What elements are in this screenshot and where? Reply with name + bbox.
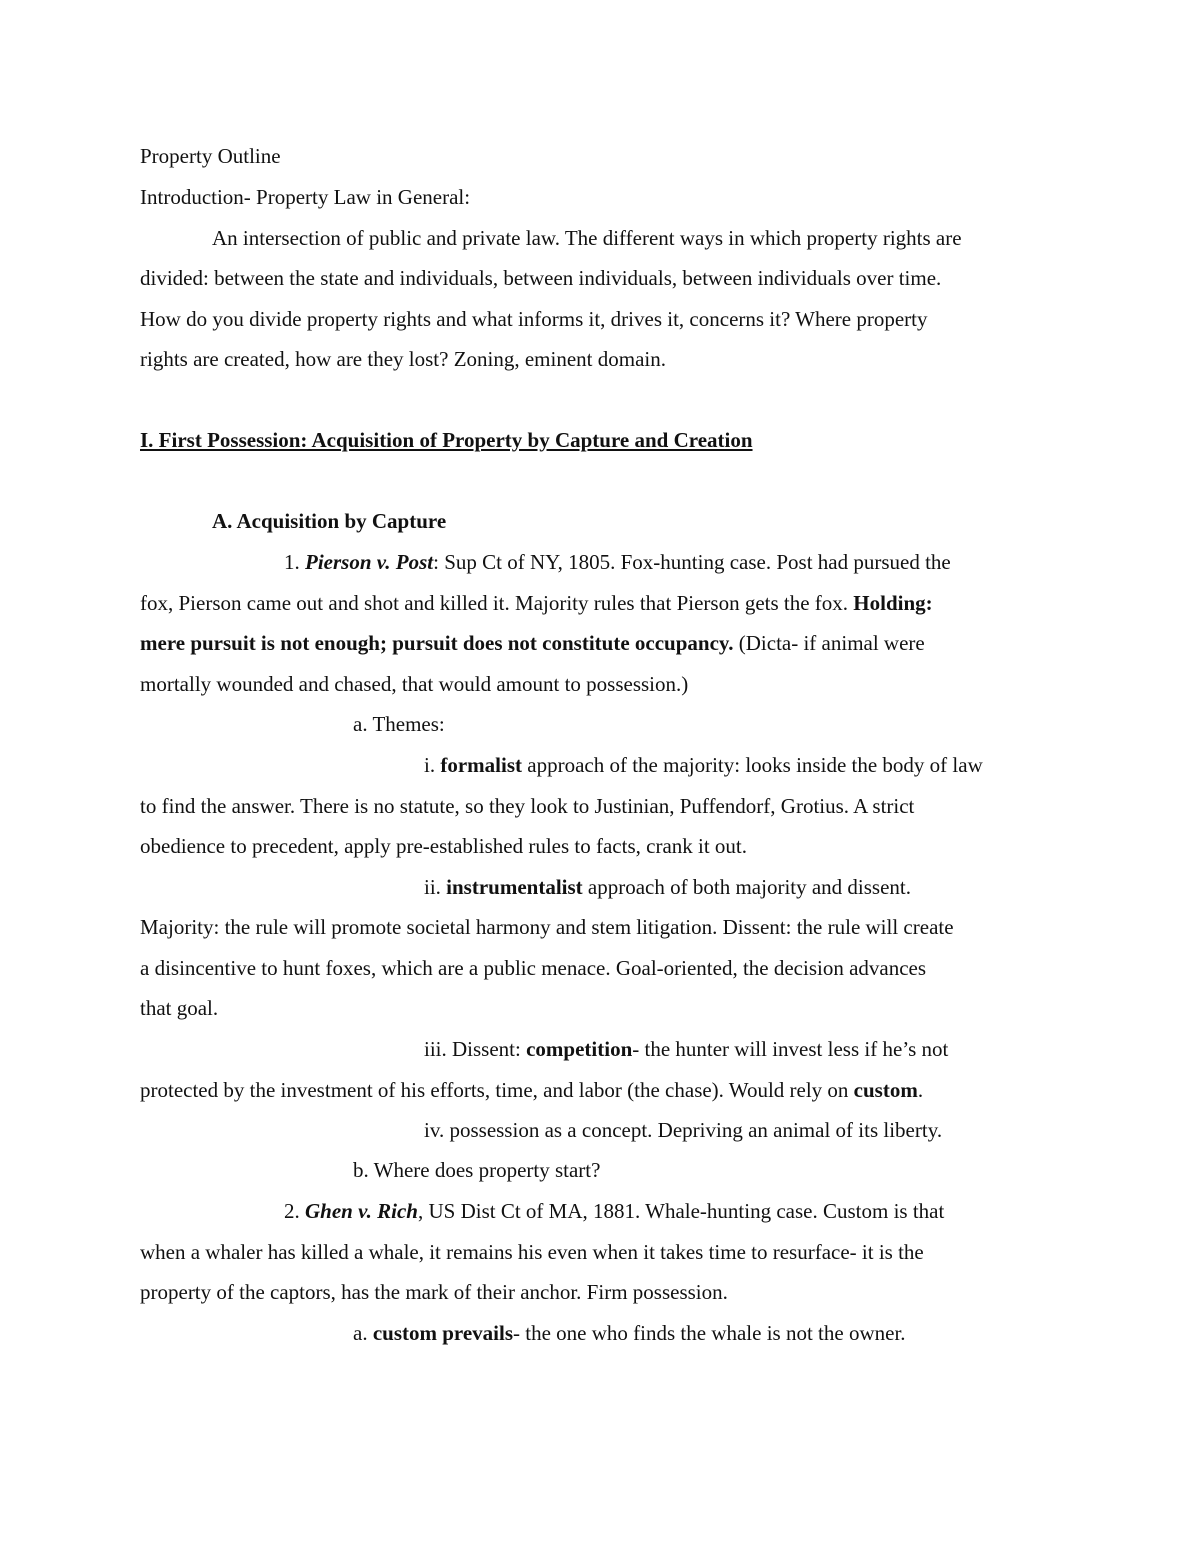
case-text-line: when a whaler has killed a whale, it remains his even when it takes time to resurface- it is the <box>140 1240 924 1264</box>
case-text: : Sup Ct of NY, 1805. Fox-hunting case. Post had pursued the <box>433 550 951 574</box>
case-name: Pierson v. Post <box>305 550 434 574</box>
theme-text-line <box>140 1080 923 1101</box>
case-text: fox, Pierson came out and shot and killed it. Majority rules that Pierson gets the fox. <box>140 591 854 615</box>
case-text-line: property of the captors, has the mark of their anchor. Firm possession. <box>140 1280 728 1304</box>
subsection-heading-a: A. Acquisition by Capture <box>212 509 447 533</box>
theme-text: . <box>917 1078 924 1102</box>
theme-iv-line: iv. possession as a concept. Depriving an animal of its liberty. <box>424 1118 943 1142</box>
intro-heading: Introduction- Property Law in General: <box>140 185 471 209</box>
theme-text-line: a disincentive to hunt foxes, which are a public menace. Goal-oriented, the decision advances <box>140 956 927 980</box>
case-number: 2. <box>284 1199 305 1223</box>
case-name: Ghen v. Rich <box>305 1199 418 1223</box>
list-number: a. <box>353 1321 373 1345</box>
theme-i-line <box>424 755 983 776</box>
case-text-line <box>140 593 933 614</box>
bold-term: instrumentalist <box>446 875 583 899</box>
case-ghen-v-rich-line <box>284 1201 944 1222</box>
list-number: ii. <box>424 875 447 899</box>
theme-iii-line <box>424 1039 948 1060</box>
theme-text: iii. Dissent: <box>424 1037 527 1061</box>
intro-paragraph-line: An intersection of public and private law. The different ways in which property rights are <box>212 226 962 250</box>
intro-paragraph-line: rights are created, how are they lost? Zoning, eminent domain. <box>140 347 666 371</box>
case-text: (Dicta- if animal were <box>733 631 925 655</box>
case2-item-a <box>353 1323 906 1344</box>
theme-text: protected by the investment of his efforts, time, and labor (the chase). Would rely on <box>140 1078 854 1102</box>
themes-item: a. Themes: <box>353 712 445 736</box>
list-number: i. <box>424 753 441 777</box>
theme-text: approach of the majority: looks inside the body of law <box>522 753 983 777</box>
theme-ii-line <box>424 877 911 898</box>
theme-text-line: to find the answer. There is no statute, so they look to Justinian, Puffendorf, Grotius. A strict <box>140 794 915 818</box>
holding-label: Holding: <box>853 591 933 615</box>
theme-text-line: that goal. <box>140 996 219 1020</box>
theme-text-line: Majority: the rule will promote societal harmony and stem litigation. Dissent: the rule will create <box>140 915 954 939</box>
intro-paragraph-line: How do you divide property rights and what informs it, drives it, concerns it? Where property <box>140 307 928 331</box>
case-text: , US Dist Ct of MA, 1881. Whale-hunting case. Custom is that <box>417 1199 945 1223</box>
section-heading-i: I. First Possession: Acquisition of Property by Capture and Creation <box>140 428 753 452</box>
theme-text: approach of both majority and dissent. <box>582 875 912 899</box>
bold-term: competition <box>526 1037 633 1061</box>
theme-text-line: obedience to precedent, apply pre-established rules to facts, crank it out. <box>140 834 748 858</box>
case-text-line: mortally wounded and chased, that would amount to possession.) <box>140 672 689 696</box>
bold-term: formalist <box>440 753 522 777</box>
case-text-line <box>140 633 925 654</box>
intro-paragraph-line: divided: between the state and individuals, between individuals, between individuals over time. <box>140 266 942 290</box>
case-text: - the one who finds the whale is not the owner. <box>513 1321 906 1345</box>
document-title: Property Outline <box>140 144 281 168</box>
holding-text: mere pursuit is not enough; pursuit does not constitute occupancy. <box>140 631 734 655</box>
bold-term: custom prevails <box>372 1321 514 1345</box>
case-number: 1. <box>284 550 305 574</box>
theme-text: - the hunter will invest less if he’s not <box>632 1037 949 1061</box>
bold-term: custom <box>853 1078 918 1102</box>
case-pierson-v-post-line <box>284 552 951 573</box>
question-item-b: b. Where does property start? <box>353 1158 601 1182</box>
